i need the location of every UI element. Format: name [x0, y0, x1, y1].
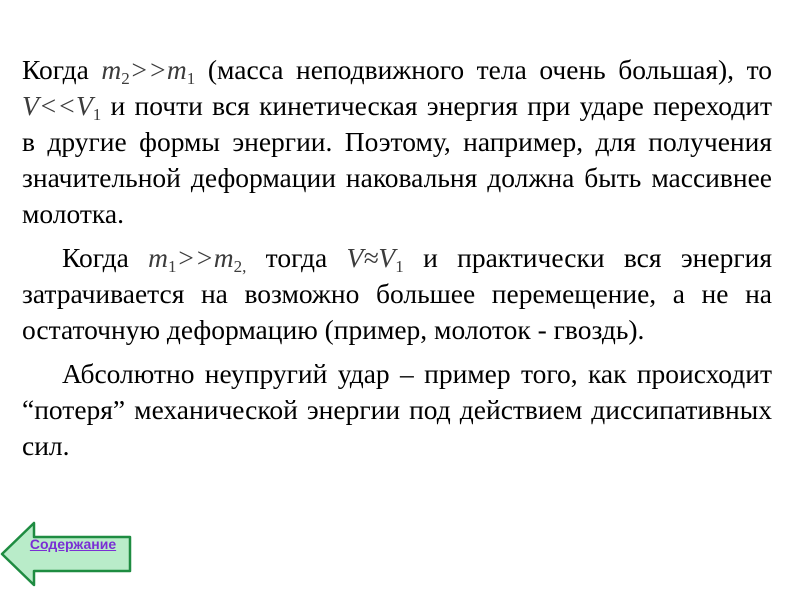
text-span: (масса неподвижного тела очень большая), то	[195, 54, 772, 85]
left-arrow-icon	[0, 520, 134, 588]
contents-link[interactable]: Содержание	[29, 536, 117, 552]
paragraph-2	[22, 240, 772, 348]
paragraph-3	[22, 356, 772, 464]
text-span: тогда	[246, 242, 347, 273]
text-span: и практически вся энергия затрачивается на возможно большее перемещение, а не на остаточную деформацию (пример, молоток - гвоздь).	[22, 242, 772, 345]
text-span: Когда	[62, 242, 149, 273]
paragraph-1	[22, 52, 772, 232]
formula-v: $V<<V_1$	[22, 90, 102, 124]
text-span: Когда	[22, 54, 102, 85]
contents-back-button[interactable]	[0, 520, 134, 588]
content-text	[22, 52, 772, 472]
text-span: и почти вся кинетическая энергия при ударе переходит в другие формы энергии. Поэтому, например, для получения значительной деформации наковальня должна быть массивнее молотка.	[22, 90, 772, 229]
formula-m2: $m_2>>m_1$	[101, 54, 196, 88]
formula-m1: $m_1>>m_{2,}$	[148, 242, 247, 276]
formula-v-approx: $V\approx V_1$	[346, 242, 404, 276]
text-span: Абсолютно неупругий удар – пример того, как происходит “потеря” механической энергии под действием диссипативных сил.	[22, 358, 772, 461]
